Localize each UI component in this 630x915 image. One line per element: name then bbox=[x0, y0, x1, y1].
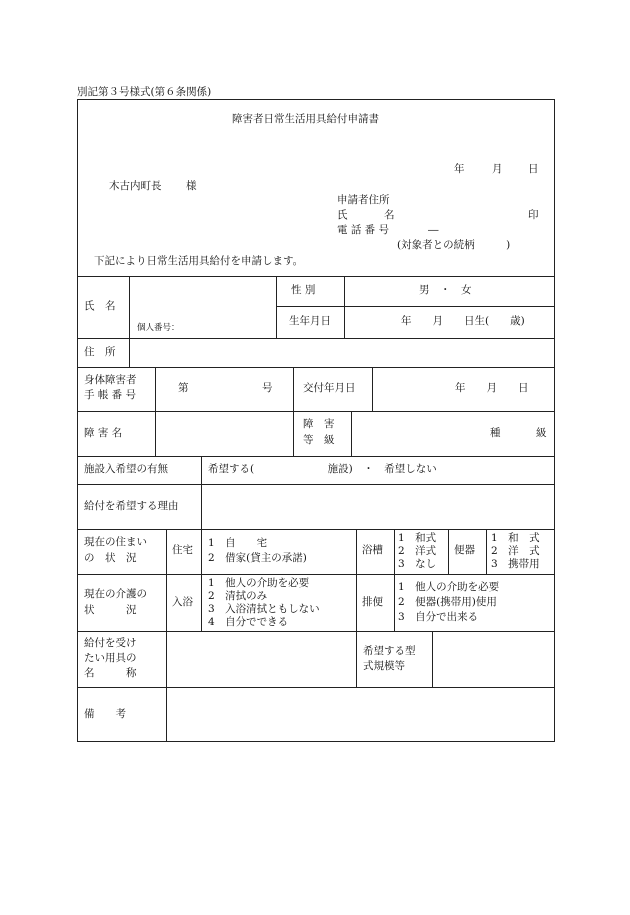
request-sentence: 下記により日常生活用具給付を申請します。 bbox=[94, 255, 304, 267]
applicant-name-label-2: 名 bbox=[384, 209, 395, 221]
toilet-label: 便器 bbox=[454, 544, 475, 556]
bathtub-option-1: 1 和式 bbox=[398, 532, 437, 544]
disability-name-label: 障 害 名 bbox=[84, 427, 123, 439]
housing-label-1: 現在の住まい bbox=[84, 536, 147, 548]
bathing-option-3: 3 入浴清拭ともしない bbox=[208, 603, 320, 615]
model-label-1: 希望する型 bbox=[363, 645, 416, 657]
date-year: 年 bbox=[454, 163, 465, 175]
applicant-address-label: 申請者住所 bbox=[337, 194, 390, 206]
applicant-name-label-1: 氏 bbox=[337, 209, 348, 221]
reason-label: 給付を希望する理由 bbox=[84, 500, 179, 512]
bathing-option-1: 1 他人の介助を必要 bbox=[208, 577, 310, 589]
item-label-3: 名 称 bbox=[84, 667, 137, 679]
toilet-option-1: 1 和 式 bbox=[491, 532, 540, 544]
item-label-1: 給付を受け bbox=[84, 637, 137, 649]
form-title: 障害者日常生活用具給付申請書 bbox=[232, 113, 379, 125]
excretion-label: 排便 bbox=[362, 596, 383, 608]
my-number-label: 個人番号： bbox=[137, 323, 180, 333]
residence-label: 住宅 bbox=[172, 544, 193, 556]
name-label: 氏 名 bbox=[84, 300, 116, 312]
toilet-option-2: 2 洋 式 bbox=[491, 545, 540, 557]
grade-label-2: 等 級 bbox=[303, 434, 335, 446]
grade-class: 級 bbox=[536, 427, 547, 439]
residence-option-1: 1 自 宅 bbox=[208, 537, 268, 549]
date-month: 月 bbox=[492, 163, 503, 175]
grade-kind: 種 bbox=[490, 427, 501, 439]
excretion-option-1: 1 他人の介助を必要 bbox=[398, 581, 500, 593]
bathing-option-4: 4 自分でできる bbox=[208, 616, 289, 628]
bathtub-option-3: 3 なし bbox=[398, 558, 437, 570]
toilet-option-3: 3 携帯用 bbox=[491, 558, 540, 570]
handbook-no-prefix: 第 bbox=[178, 382, 189, 394]
birth-label: 生年月日 bbox=[289, 315, 331, 327]
excretion-option-2: 2 便器(携帯用)使用 bbox=[398, 596, 497, 608]
bathing-label: 入浴 bbox=[172, 596, 193, 608]
bathing-option-2: 2 清拭のみ bbox=[208, 590, 268, 602]
applicant-relation: (対象者との続柄 ) bbox=[397, 239, 511, 251]
form-reference: 別記第３号様式(第６条関係) bbox=[77, 86, 212, 98]
residence-option-2: 2 借家(貸主の承諾) bbox=[208, 552, 307, 564]
excretion-option-3: 3 自分で出来る bbox=[398, 611, 479, 623]
sex-value: 男 ・ 女 bbox=[419, 284, 472, 296]
handbook-label-1: 身体障害者 bbox=[84, 374, 137, 386]
birth-value: 年 月 日生( 歳) bbox=[401, 315, 525, 327]
bathtub-option-2: 2 洋式 bbox=[398, 545, 437, 557]
remarks-label: 備 考 bbox=[84, 708, 126, 720]
address-label: 住 所 bbox=[84, 346, 116, 358]
issue-date-value: 年 月 日 bbox=[455, 382, 529, 394]
care-label-1: 現在の介護の bbox=[84, 588, 147, 600]
model-label-2: 式規模等 bbox=[363, 660, 405, 672]
facility-label: 施設入希望の有無 bbox=[84, 463, 168, 475]
seal-mark: 印 bbox=[528, 209, 539, 221]
care-label-2: 状 況 bbox=[84, 604, 137, 616]
item-label-2: たい用具の bbox=[84, 652, 137, 664]
applicant-phone-label: 電 話 番 号 bbox=[337, 224, 390, 236]
addressee: 木古内町長 bbox=[109, 180, 162, 192]
bathtub-label: 浴槽 bbox=[362, 544, 383, 556]
application-form bbox=[77, 99, 555, 742]
honorific: 様 bbox=[186, 180, 197, 192]
grade-label-1: 障 害 bbox=[303, 418, 335, 430]
date-day: 日 bbox=[528, 163, 539, 175]
handbook-label-2: 手 帳 番 号 bbox=[84, 389, 137, 401]
issue-date-label: 交付年月日 bbox=[303, 382, 356, 394]
applicant-phone-dash: ― bbox=[428, 224, 439, 236]
facility-value: 希望する( 施設) ・ 希望しない bbox=[208, 463, 437, 475]
sex-label: 性 別 bbox=[291, 284, 316, 296]
handbook-no-suffix: 号 bbox=[262, 382, 273, 394]
housing-label-2: の 状 況 bbox=[84, 552, 137, 564]
